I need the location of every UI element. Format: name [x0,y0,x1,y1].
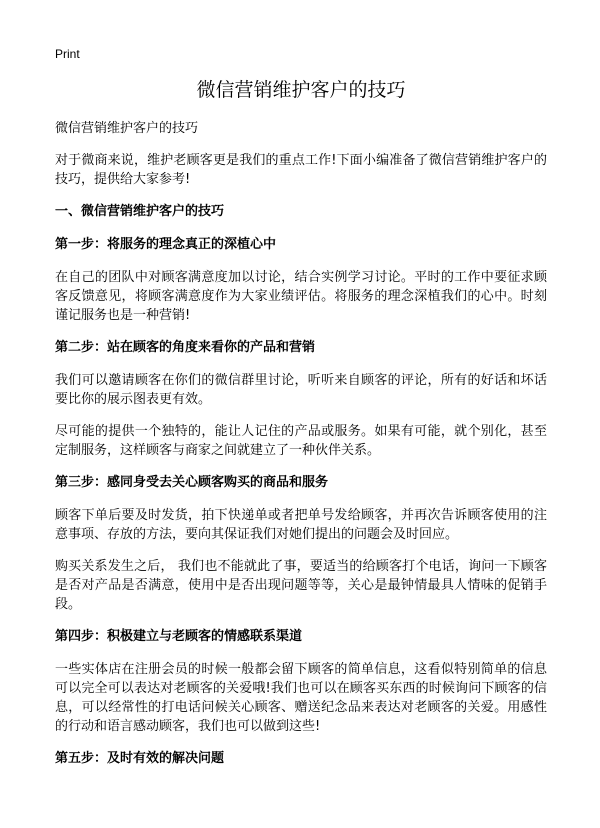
step-1-heading: 第一步：将服务的理念真正的深植心中 [55,237,277,252]
step-2-paragraph-2: 尽可能的提供一个独特的，能让人记住的产品或服务。如果有可能，就个别化，甚至定制服务，这样顾客与商家之间就建立了一种伙伴关系。 [55,424,547,458]
intro-paragraph: 对于微商来说，维护老顾客更是我们的重点工作!下面小编准备了微信营销维护客户的技巧，提供给大家参考! [55,153,547,187]
step-1-paragraph-1: 在自己的团队中对顾客满意度加以讨论，结合实例学习讨论。平时的工作中要征求顾客反馈意见，将顾客满意度作为大家业绩评估。将服务的理念深植我们的心中。时刻谨记服务也是一种营销! [55,270,547,323]
article-body [55,119,547,782]
step-5-heading: 第五步：及时有效的解决问题 [55,751,225,766]
step-2-heading: 第二步：站在顾客的角度来看你的产品和营销 [55,340,316,355]
step-3-paragraph-1: 顾客下单后要及时发货，拍下快递单或者把单号发给顾客，并再次告诉顾客使用的注意事项、存放的方法，要向其保证我们对她们提出的问题会及时回应。 [55,508,547,542]
article-subtitle: 微信营销维护客户的技巧 [55,121,199,136]
section-heading: 一、微信营销维护客户的技巧 [55,204,225,219]
print-label: Print [55,47,80,61]
step-4-heading: 第四步：积极建立与老顾客的情感联系渠道 [55,629,303,644]
step-2-paragraph-1: 我们可以邀请顾客在你们的微信群里讨论，听听来自顾客的评论，所有的好话和坏话要比你的展示图表更有效。 [55,373,547,407]
step-4-paragraph-1: 一些实体店在注册会员的时候一般都会留下顾客的简单信息，这看似特别简单的信息可以完全可以表达对老顾客的关爱哦!我们也可以在顾客买东西的时候询问下顾客的信息，可以经常性的打电话问候关心顾客、赠送纪念品来表达对老顾客的关爱。用感性的行动和语言感动顾客，我们也可以做到这些! [55,662,547,734]
page-title: 微信营销维护客户的技巧 [196,79,406,101]
step-3-paragraph-2: 购买关系发生之后， 我们也不能就此了事，要适当的给顾客打个电话，询问一下顾客是否对产品是否满意，使用中是否出现问题等等，关心是最钟情最具人情味的促销手段。 [55,559,547,612]
step-3-heading: 第三步：感同身受去关心顾客购买的商品和服务 [55,475,329,490]
